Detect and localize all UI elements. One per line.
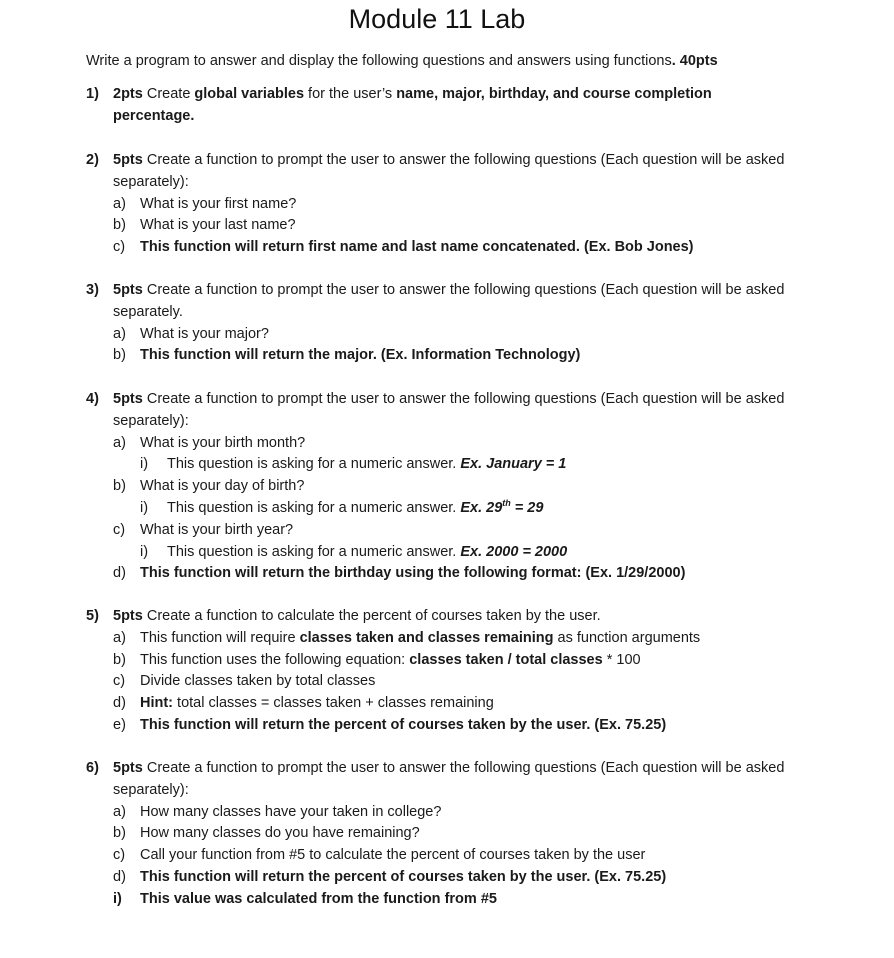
item-label: i) xyxy=(140,543,149,560)
question-points: 5pts xyxy=(113,391,143,407)
item-example: Ex. January = 1 xyxy=(460,456,567,473)
item-label: c) xyxy=(113,239,126,256)
item-text: Divide classes taken by total classes xyxy=(140,673,376,690)
item-text: What is your last name? xyxy=(140,217,296,234)
item-label: b) xyxy=(113,217,126,234)
item-label: a) xyxy=(113,629,126,646)
item-text: What is your day of birth? xyxy=(140,478,305,495)
item-label: b) xyxy=(113,651,126,668)
list-item xyxy=(86,802,786,824)
item-label: i) xyxy=(113,890,122,907)
question-number: 1) xyxy=(86,86,99,102)
item-text: This function will return the major. (Ex. Information Technology) xyxy=(140,347,581,364)
item-label: d) xyxy=(113,868,126,885)
item-label: d) xyxy=(113,565,126,582)
question-bold-text: name, major, birthday, and course completion percentage. xyxy=(113,86,712,124)
intro-text: Write a program to answer and display the following questions and answers using functions xyxy=(86,53,672,69)
question-bold-text: global variables xyxy=(194,86,305,102)
item-label: d) xyxy=(113,695,126,712)
question-text: Create a function to prompt the user to answer the following questions (Each question will be asked separately. xyxy=(113,282,785,320)
list-item xyxy=(86,433,786,455)
question-points: 5pts xyxy=(113,282,143,298)
question-number: 4) xyxy=(86,391,99,407)
page-title: Module 11 Lab xyxy=(348,4,526,34)
question-3 xyxy=(86,280,786,367)
list-subitem xyxy=(86,498,786,520)
list-item xyxy=(86,845,786,867)
question-1 xyxy=(86,84,786,128)
list-item: b) This function uses the following equation: classes taken / total classes * 100 xyxy=(86,650,786,672)
list-subitem xyxy=(86,454,786,476)
item-label: c) xyxy=(113,847,126,864)
question-text: Create a function to prompt the user to answer the following questions (Each question will be asked separately): xyxy=(113,391,785,429)
question-number: 3) xyxy=(86,282,99,298)
question-4 xyxy=(86,389,786,585)
question-number: 6) xyxy=(86,760,99,776)
item-text: What is your first name? xyxy=(140,195,297,212)
item-label: b) xyxy=(113,478,126,495)
list-subitem xyxy=(86,889,786,911)
list-item xyxy=(86,823,786,845)
question-points: 5pts xyxy=(113,152,143,168)
question-points: 5pts xyxy=(113,608,143,624)
item-label: i) xyxy=(140,499,149,516)
item-label: a) xyxy=(113,195,126,212)
list-item xyxy=(86,867,786,889)
question-text: Create a function to prompt the user to answer the following questions (Each question will be asked separately): xyxy=(113,152,785,190)
item-text: This question is asking for a numeric answer. xyxy=(167,456,457,473)
list-item: d) Hint: total classes = classes taken + classes remaining xyxy=(86,693,786,715)
list-item xyxy=(86,324,786,346)
question-number: 5) xyxy=(86,608,99,624)
question-points: 5pts xyxy=(113,760,143,776)
item-text: How many classes do you have remaining? xyxy=(140,825,420,842)
question-text: for the user’s xyxy=(304,86,397,102)
list-item xyxy=(86,715,786,737)
item-example: Ex. 29th = 29 xyxy=(460,498,544,516)
item-label: c) xyxy=(113,521,126,538)
question-2 xyxy=(86,150,786,259)
list-item xyxy=(86,194,786,216)
intro-points: 40pts xyxy=(679,53,718,69)
item-label: a) xyxy=(113,803,126,820)
question-6 xyxy=(86,758,786,911)
intro-dot: . xyxy=(671,53,676,69)
item-text: Call your function from #5 to calculate the percent of courses taken by the user xyxy=(140,847,646,864)
list-subitem xyxy=(86,542,786,564)
item-text: This question is asking for a numeric answer. xyxy=(167,543,457,560)
list-item: a) This function will require classes taken and classes remaining as function arguments xyxy=(86,628,786,650)
list-item xyxy=(86,345,786,367)
item-text: This function will return the percent of courses taken by the user. (Ex. 75.25) xyxy=(140,868,667,885)
item-text: How many classes have your taken in college? xyxy=(140,803,442,820)
question-number: 2) xyxy=(86,152,99,168)
item-text: This question is asking for a numeric answer. xyxy=(167,499,457,516)
item-label: e) xyxy=(113,716,126,733)
list-item xyxy=(86,215,786,237)
question-text: Create a function to calculate the percent of courses taken by the user. xyxy=(142,608,601,624)
list-item xyxy=(86,476,786,498)
item-text: This value was calculated from the function from #5 xyxy=(140,890,497,907)
item-label: b) xyxy=(113,825,126,842)
question-points: 2pts xyxy=(113,86,143,102)
item-text: This function will return the percent of courses taken by the user. (Ex. 75.25) xyxy=(140,716,667,733)
item-text: What is your birth month? xyxy=(140,434,306,451)
item-text: This function will return first name and last name concatenated. (Ex. Bob Jones) xyxy=(140,239,694,256)
list-item xyxy=(86,671,786,693)
question-text: Create a function to prompt the user to answer the following questions (Each question will be asked separately): xyxy=(113,760,785,798)
item-text: What is your birth year? xyxy=(140,521,294,538)
item-label: b) xyxy=(113,347,126,364)
list-item xyxy=(86,237,786,259)
item-label: a) xyxy=(113,434,126,451)
list-item xyxy=(86,563,786,585)
item-example: Ex. 2000 = 2000 xyxy=(460,543,568,560)
item-label: i) xyxy=(140,456,149,473)
intro-paragraph xyxy=(86,51,846,72)
item-text: This function will return the birthday using the following format: (Ex. 1/29/2000) xyxy=(140,565,686,582)
question-text: Create xyxy=(142,86,195,102)
question-5 xyxy=(86,606,786,737)
list-item xyxy=(86,520,786,542)
item-label: c) xyxy=(113,673,126,690)
item-label: a) xyxy=(113,325,126,342)
item-text: What is your major? xyxy=(140,325,269,342)
